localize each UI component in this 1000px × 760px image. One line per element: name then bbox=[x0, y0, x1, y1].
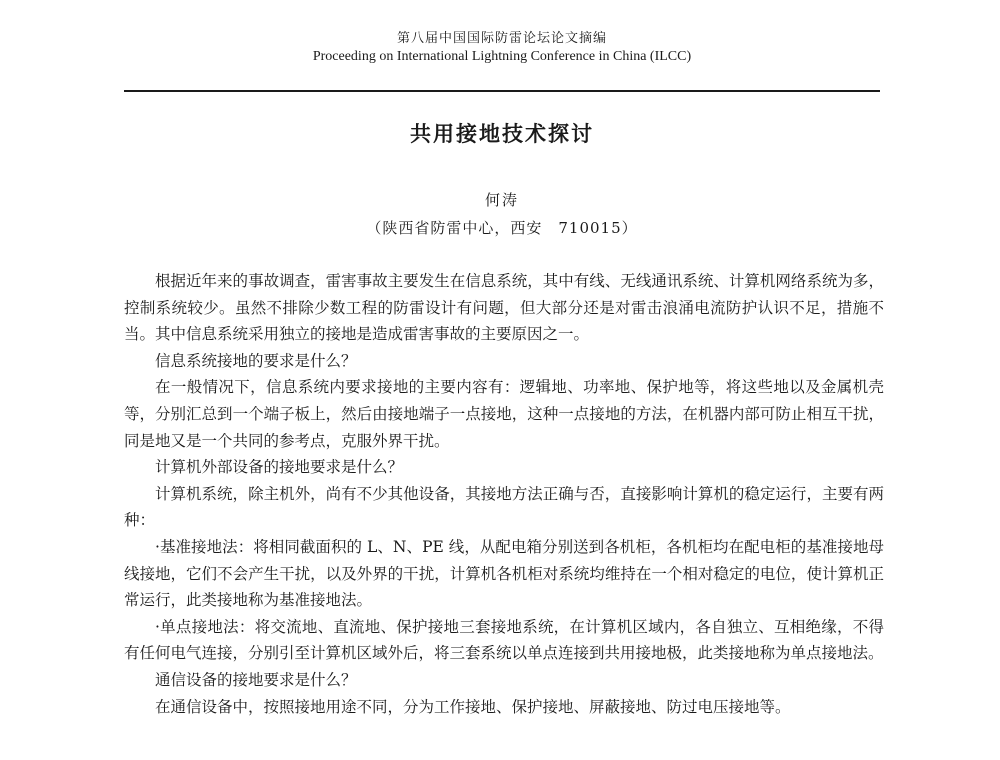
paragraph-intro: 根据近年来的事故调查，雷害事故主要发生在信息系统，其中有线、无线通讯系统、计算机网络系统为多，控制系统较少。虽然不排除少数工程的防雷设计有问题，但大部分还是对雷击浪涌电流防护认识不足，措施不当。其中信息系统采用独立的接地是造成雷害事故的主要原因之一。 bbox=[124, 272, 884, 344]
paper-title: 共用接地技术探讨 bbox=[410, 121, 594, 146]
header-rule bbox=[124, 90, 880, 92]
paragraph: 在一般情况下，信息系统内要求接地的主要内容有：逻辑地、功率地、保护地等，将这些地以及金属机壳等，分别汇总到一个端子板上，然后由接地端子一点接地，这种一点接地的方法，在机器内部可防止相互干扰，同是地又是一个共同的参考点，克服外界干扰。 bbox=[124, 378, 884, 450]
running-header bbox=[124, 30, 880, 65]
question-heading: 计算机外部设备的接地要求是什么？ bbox=[155, 458, 404, 477]
list-item: ·基准接地法：将相同截面积的 L、N、PE 线，从配电箱分别送到各机柜，各机柜均在配电柜的基准接地母线接地，它们不会产生干扰，以及外界的干扰，计算机各机柜对系统均维持在一个相对稳定的电位，使计算机正常运行，此类接地称为基准接地法。 bbox=[124, 537, 884, 610]
list-item: ·单点接地法：将交流地、直流地、保护接地三套接地系统，在计算机区域内，各自独立、互相绝缘，不得有任何电气连接，分别引至计算机区域外后，将三套系统以单点连接到共用接地极，此类接地称为单点接地法。 bbox=[124, 617, 884, 663]
body-text bbox=[124, 268, 884, 720]
header-english: Proceeding on International Lightning Conference in China (ILCC) bbox=[312, 49, 692, 64]
author-affiliation: （陕西省防雷中心，西安 710015） bbox=[366, 219, 638, 237]
header-chinese: 第八届中国国际防雷论坛论文摘编 bbox=[396, 31, 607, 46]
author-name: 何涛 bbox=[484, 191, 519, 209]
question-heading: 信息系统接地的要求是什么？ bbox=[155, 351, 357, 370]
paragraph: 计算机系统，除主机外，尚有不少其他设备，其接地方法正确与否，直接影响计算机的稳定运行，主要有两种： bbox=[124, 484, 884, 530]
paragraph: 在通信设备中，按照接地用途不同，分为工作接地、保护接地、屏蔽接地、防过电压接地等。 bbox=[155, 697, 791, 716]
question-heading: 通信设备的接地要求是什么？ bbox=[155, 670, 357, 689]
